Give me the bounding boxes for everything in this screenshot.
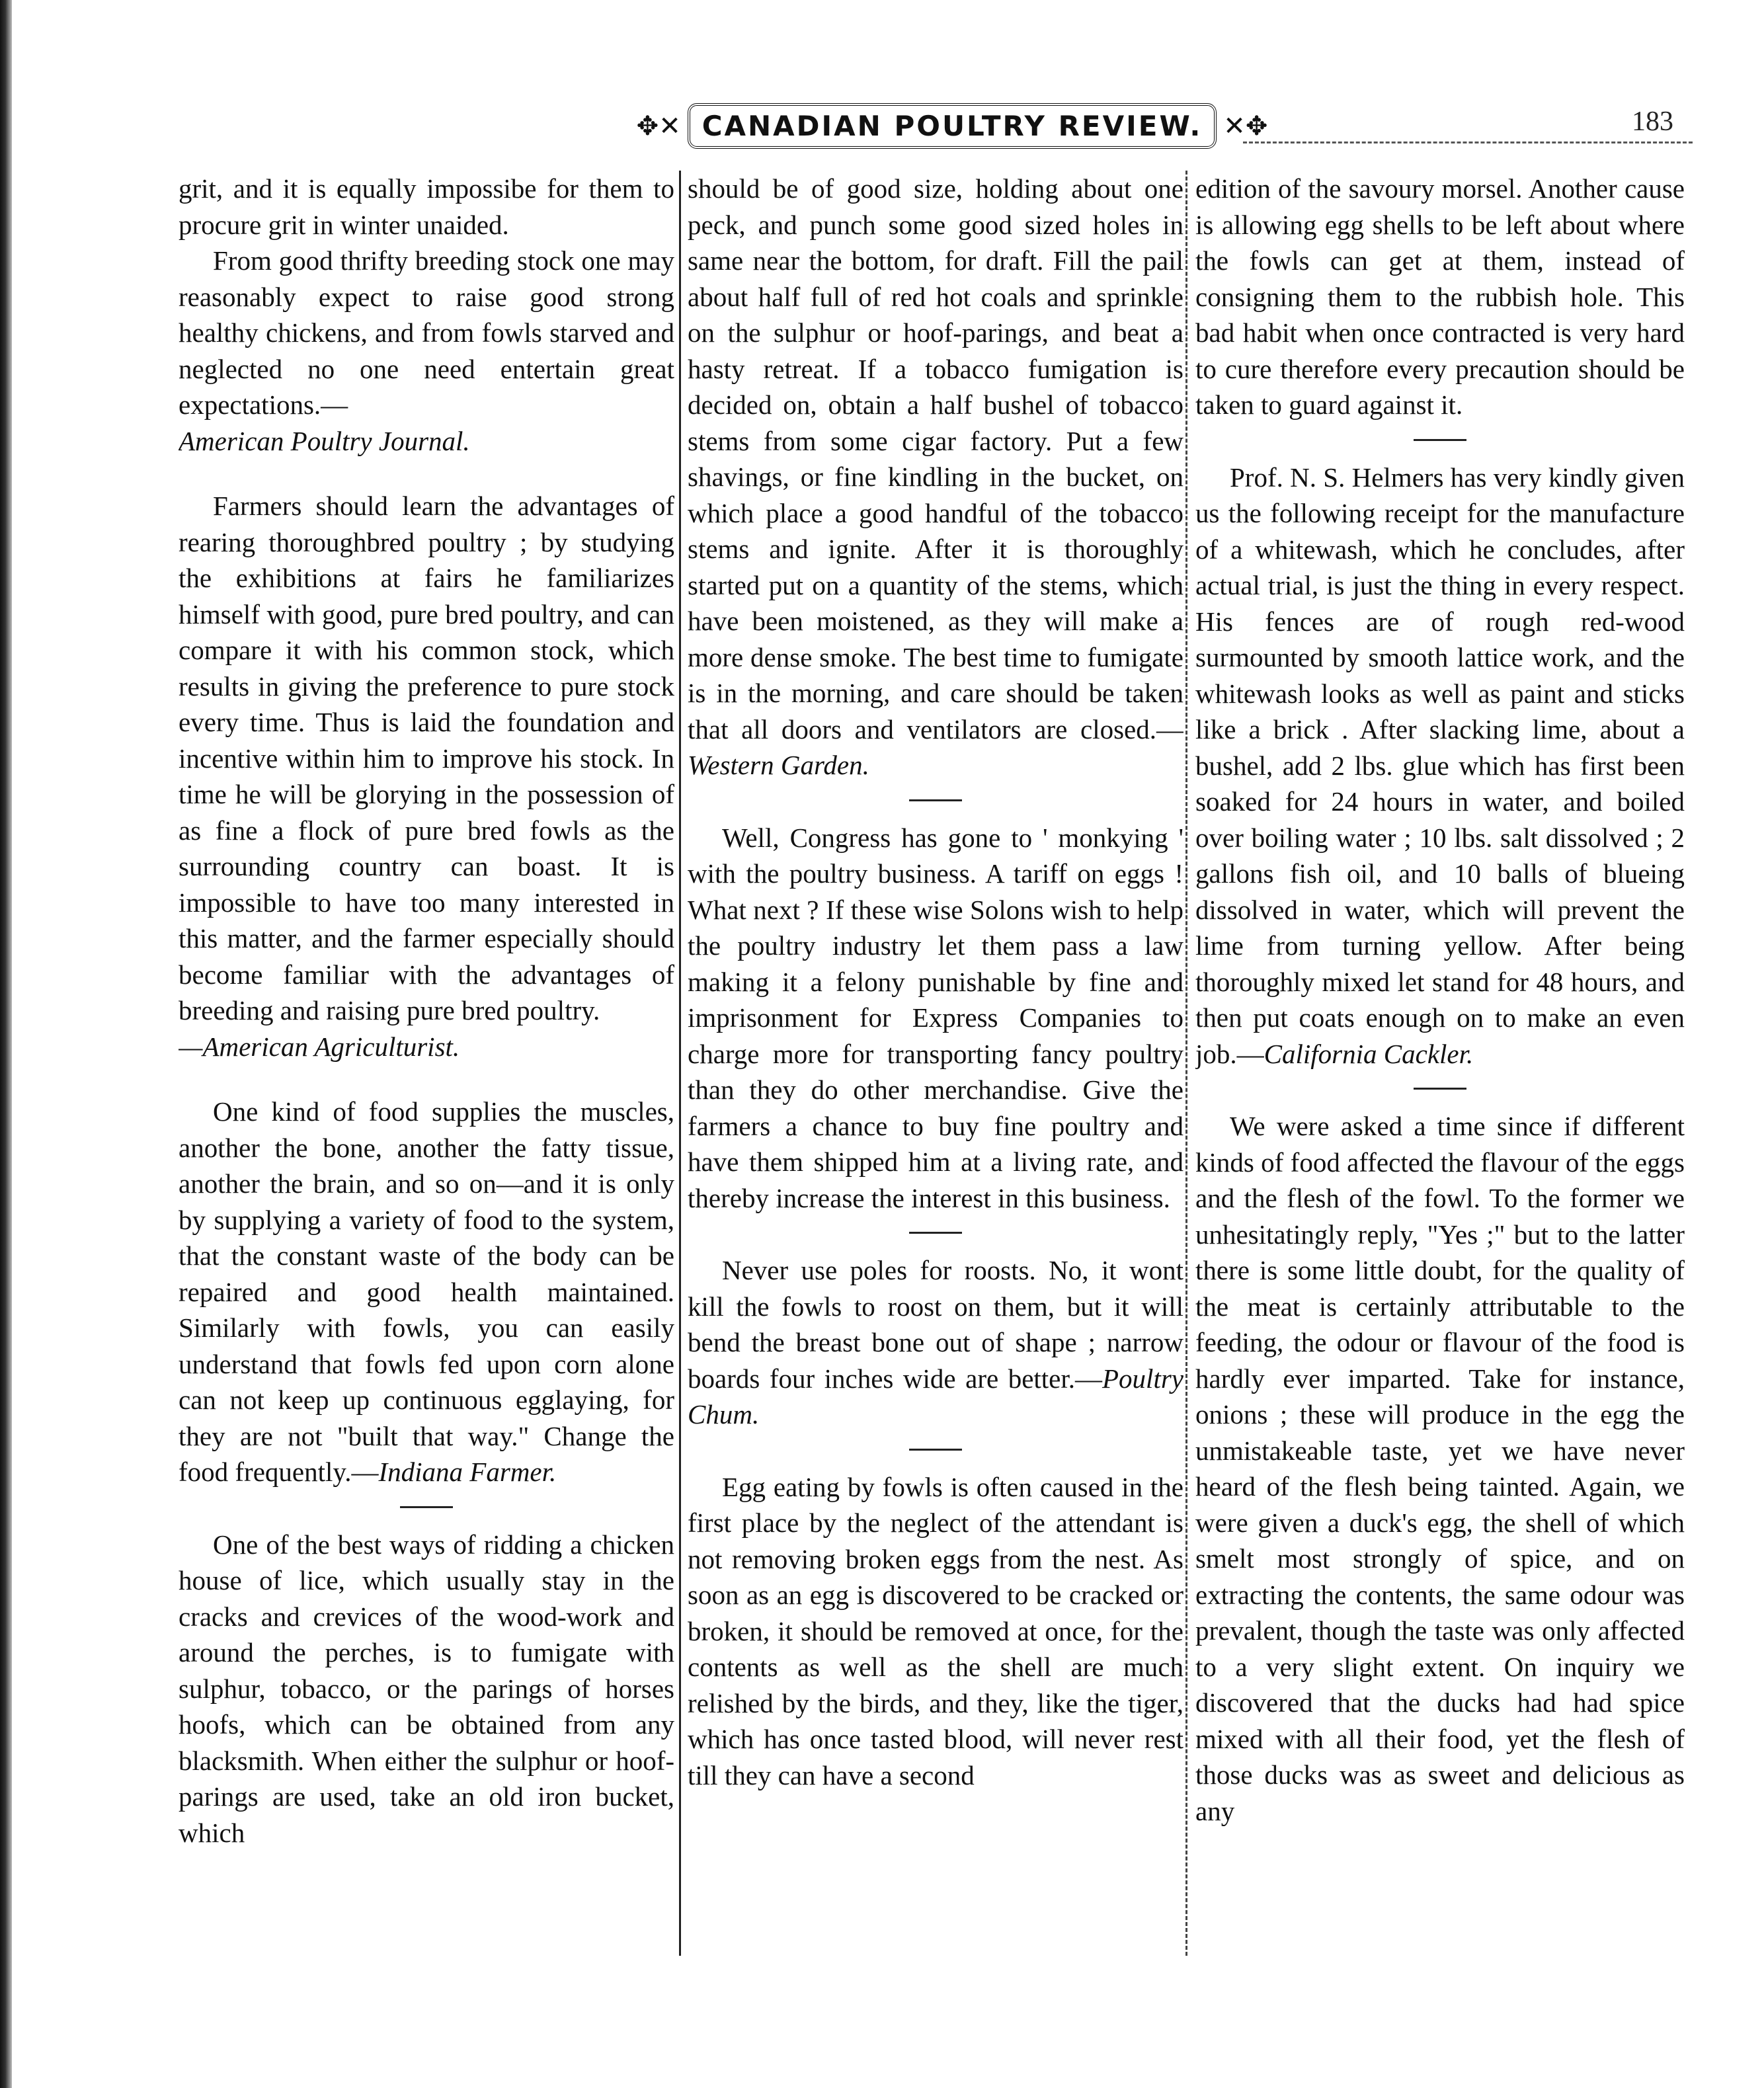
paragraph: We were asked a time since if different kinds of food affected the flavour of the eggs and the flesh of the fowl. To the former we unhesitatingly reply, "Yes ;" but to the latter there is some little doubt, for the quality of the meat is certainly attributable to the feeding, the odour or flavour of the food is hardly ever imparted. Take for instance, onions ; these will produce in the egg the unmistakeable taste, yet we have never heard of the flesh being tainted. Again, we were given a duck's egg, the shell of which smelt most strongly of spice, and on extracting the contents, the same odour was prevalent, though the taste was only affected to a very slight extent. On inquiry we discovered that the ducks had had spice mixed with all their food, yet the flesh of those ducks was as sweet and delicious as any [1195, 1111, 1685, 1826]
paragraph [688, 1252, 1183, 1433]
column-middle [688, 171, 1183, 1943]
source-citation: Indiana Farmer. [378, 1457, 557, 1487]
masthead-ornament-left: ✥✕ [636, 110, 681, 141]
section-separator [400, 1506, 453, 1508]
paragraph-text: Prof. N. S. Helmers has very kindly given us the following receipt for the manufacture of a whitewash, which he concludes, after actual trial, is just the thing in every respect. His fences are of rough red-wood surmounted by smooth lattice work, and the whitewash looks as well as paint and sticks like a brick . After slacking lime, about a bushel, add 2 lbs. glue which has first been soaked for 24 hours in water, and boiled over boiling water ; 10 lbs. salt dissolved ; 2 gallons fish oil, and 10 balls of blueing dissolved in water, which will prevent the lime from turning yellow. After being thoroughly mixed let stand for 48 hours, and then put coats enough on to make an even job.— [1195, 462, 1685, 1069]
source-citation: American Poultry Journal. [179, 425, 470, 456]
paragraph [1195, 460, 1685, 1072]
paragraph: grit, and it is equally impossibe for them to procure grit in winter unaided. [179, 173, 674, 240]
header-rule [1243, 141, 1693, 143]
masthead-ornament-right: ✕✥ [1223, 110, 1268, 141]
section-separator [909, 1449, 962, 1451]
paragraph-gap [179, 1064, 674, 1094]
section-separator [909, 799, 962, 801]
paragraph [179, 243, 674, 459]
masthead-title: CANADIAN POULTRY REVIEW. [688, 103, 1217, 149]
column-left [179, 171, 674, 1943]
paragraph-text: From good thrifty breeding stock one may reasonably expect to raise good strong healthy chickens, and from fowls starved and neglected no one need entertain great expectations.— [179, 245, 674, 420]
page-binding-edge [0, 0, 12, 2088]
paragraph-gap [179, 459, 674, 488]
paragraph: Well, Congress has gone to ' monkying ' with the poultry business. A tariff on eggs ! What next ? If these wise Solons wish to help the poultry industry let them pass a law making it a felony punishable by fine and imprisonment for Express Companies to charge more for transporting fancy poultry than they do other merchandise. Give the farmers a chance to buy fine poultry and have them shipped him at a living rate, and thereby increase the interest in this business. [688, 822, 1183, 1213]
source-citation: Poultry Chum. [688, 1363, 1183, 1429]
paragraph-text: should be of good size, holding about one peck, and punch some good sized holes in same near the bottom, for draft. Fill the pail about half full of red hot coals and sprinkle on the sulphur or hoof-parings, and beat a hasty retreat. If a tobacco fumigation is decided on, obtain a half bushel of tobacco stems from some cigar factory. Put a few shavings, or fine kindling in the bucket, on which place a good handful of the tobacco stems and ignite. After it is thoroughly started put on a quantity of the stems, which have been moistened, as they will make a more dense smoke. The best time to fumigate is in the morning, and care should be taken that all doors and ventilators are closed.— [688, 173, 1183, 744]
source-citation: —American Agriculturist. [179, 1031, 460, 1062]
paragraph: edition of the savoury morsel. Another cause is allowing egg shells to be left about where the fowls can get at them, instead of consigning them to the rubbish hole. This bad habit when once contracted is very hard to cure therefore every precaution should be taken to guard against it. [1195, 173, 1685, 420]
paragraph-text: One kind of food supplies the muscles, another the bone, another the fatty tissue, another the brain, and so on—and it is only by supplying a variety of food to the system, that the constant waste of the body can be repaired and good health maintained. Similarly with fowls, you can easily understand that fowls fed upon corn alone can not keep up continuous egglaying, for they are not "built that way." Change the food frequently.— [179, 1096, 674, 1487]
section-separator [1414, 439, 1466, 441]
masthead-header [636, 99, 1268, 152]
paragraph: Egg eating by fowls is often caused in the first place by the neglect of the attendant is not removing broken eggs from the nest. As soon as an egg is discovered to be cracked or broken, it should be removed at once, for the contents as well as the shell are much relished by the birds, and they, like the tiger, which has once tasted blood, will never rest till they can have a second [688, 1471, 1183, 1790]
column-right [1195, 171, 1685, 1943]
column-divider [1185, 171, 1187, 1956]
paragraph [688, 171, 1183, 783]
paragraph [179, 1094, 674, 1490]
paragraph: One of the best ways of ridding a chicken house of lice, which usually stay in the cracks and crevices of the wood-work and around the perches, is to fumigate with sulphur, tobacco, or the parings of horses hoofs, which can be obtained from any blacksmith. When either the sulphur or hoof-parings are used, take an old iron bucket, which [179, 1529, 674, 1848]
page-number: 183 [1632, 106, 1673, 137]
source-citation: Western Garden. [688, 750, 869, 780]
section-separator [1414, 1088, 1466, 1090]
source-citation: California Cackler. [1263, 1038, 1474, 1069]
paragraph-text: Farmers should learn the advantages of rearing thoroughbred poultry ; by studying the exhibitions at fairs he familiarizes himself with good, pure bred poultry, and can compare it with his common stock, which results in giving the preference to pure stock every time. Thus is laid the foundation and incentive within him to improve his stock. In time he will be glorying in the possession of as fine a flock of pure bred fowls as the surrounding country can boast. It is impossible to have too many interested in this matter, and the farmer especially should become familiar with the advantages of breeding and raising pure bred poultry. [179, 491, 674, 1025]
section-separator [909, 1232, 962, 1234]
paragraph-text: Never use poles for roosts. No, it wont kill the fowls to roost on them, but it will bend the breast bone out of shape ; narrow boards four inches wide are better.— [688, 1255, 1183, 1394]
paragraph [179, 488, 674, 1064]
column-divider [679, 171, 681, 1956]
